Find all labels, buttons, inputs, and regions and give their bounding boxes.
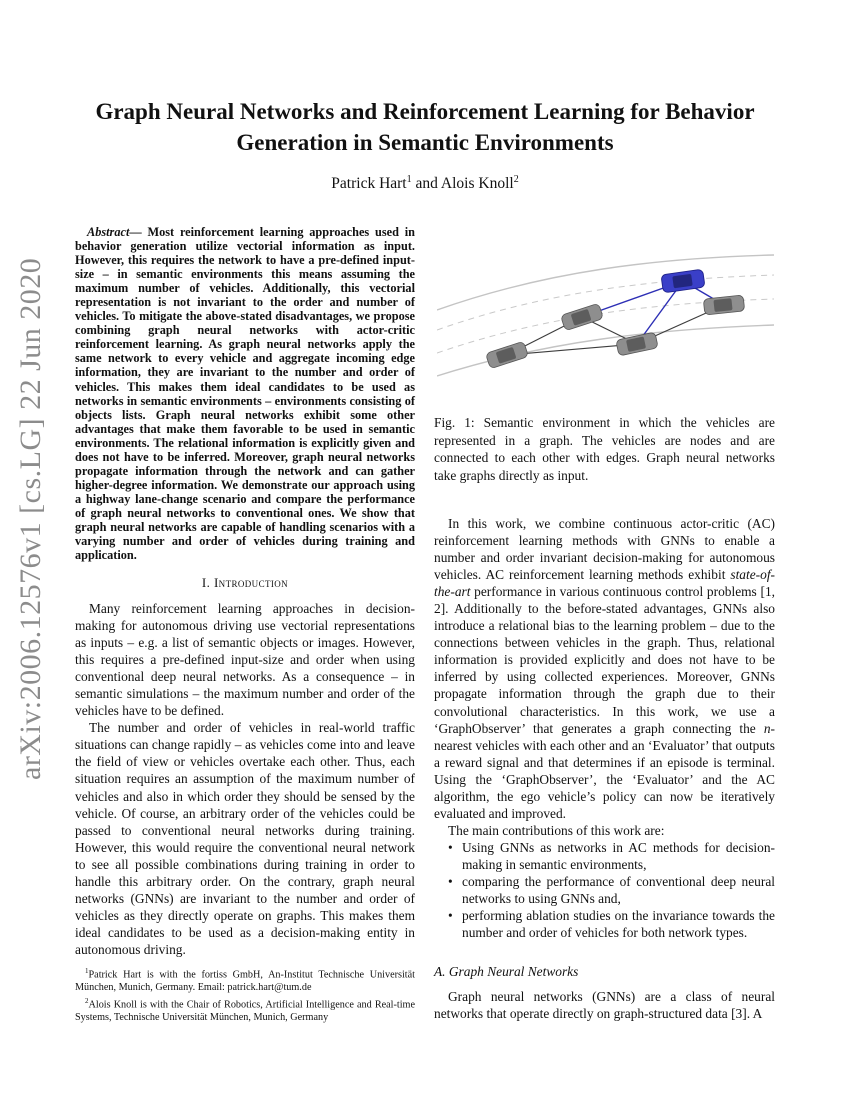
contribution-text: Using GNNs as networks in AC methods for decision-making in semantic environments, (462, 839, 775, 872)
subsection-heading-gnn: A. Graph Neural Networks (434, 964, 579, 979)
paper-title (60, 96, 790, 158)
section-heading-introduction (75, 575, 415, 591)
author-2-affil-mark: 2 (513, 174, 519, 185)
contribution-item (448, 907, 775, 941)
figure-1-graph-illustration (437, 253, 774, 388)
footnote-1 (75, 965, 415, 994)
right-p1-emphasis: state-of-the-art (434, 567, 775, 600)
right-p1-part-a: In this work, we combine continuous actor-critic (AC) reinforcement learning methods with GNNs to enable a number and order invariant decision-making for autonomous vehicles. AC reinforcement learning methods exhibit (434, 516, 775, 583)
contributions-list (434, 839, 775, 941)
vehicle-4 (616, 332, 658, 356)
right-paragraph-1 (434, 515, 775, 822)
title-line-2: Generation in Semantic Environments (236, 130, 614, 155)
footnote-2-mark: 2 (85, 997, 89, 1006)
contribution-item (448, 873, 775, 907)
footnote-1-text: Patrick Hart is with the fortiss GmbH, An-Institut Technische Universität München, Munich, Germany. Email: patrick.hart@tum.de (75, 969, 415, 993)
right-paragraph-2: The main contributions of this work are: (448, 822, 665, 838)
section-number: I. (201, 575, 214, 590)
right-column-body (434, 515, 775, 941)
vehicle-2 (561, 303, 604, 331)
author-1: Patrick Hart (331, 175, 407, 193)
abstract-dash: — (129, 225, 148, 239)
figure-1-caption: Fig. 1: Semantic environment in which the vehicles are represented in a graph. The vehicles are nodes and are connected to each other with edges. Graph neural networks take graphs directly as input. (434, 415, 775, 483)
vehicle-5 (703, 295, 744, 315)
right-column-tail (434, 988, 775, 1022)
right-p1-n-variable: n (763, 720, 771, 736)
arxiv-sidebar-stamp[interactable]: arXiv:2006.12576v1 [cs.LG] 22 Jun 2020 (14, 257, 47, 780)
contribution-item (448, 839, 775, 873)
author-line (0, 174, 850, 193)
footnotes (75, 965, 415, 1026)
lane-boundary-bottom (437, 325, 774, 376)
abstract (75, 225, 415, 562)
gnn-paragraph: Graph neural networks (GNNs) are a class of neural networks that operate directly on graph-structured data [3]. A (434, 989, 775, 1022)
bullet-icon: • (448, 839, 453, 855)
author-2: Alois Knoll (440, 175, 514, 193)
author-joiner: and (411, 175, 441, 193)
bullet-icon: • (448, 908, 453, 924)
section-title: Introduction (213, 575, 289, 590)
contribution-text: performing ablation studies on the invariance towards the number and order of vehicles for both network types. (462, 908, 775, 941)
vehicle-1 (486, 341, 529, 369)
footnote-1-mark: 1 (85, 967, 89, 975)
intro-paragraph-2: The number and order of vehicles in real-world traffic situations can change rapidly – as vehicles come into and leave the field of view or vehicles overtake each other. Thus, each situation requires an assumption of the maximum number of vehicles and also in which order they should be sensed by the vehicle. Of course, an arbitrary order of the vehicles could be passed to conventional neural networks during training. However, this would require the conventional neural network to see all possible combinations during training in order to handle this arbitrary order. On the contrary, graph neural networks (GNNs) are invariant to the number and order of vehicles as they directly operate on graphs. This makes them ideal candidates to be used as a decision-making entity in autonomous driving. (75, 720, 415, 957)
abstract-lead: Abstract (87, 225, 130, 239)
bullet-icon: • (448, 873, 453, 889)
right-p1-part-b: performance in various continuous control problems [1, 2]. Additionally to the before-stated advantages, GNNs also introduce a relational bias to the learning problem – due to the connections between vehicles in the graph. Thus, relational information is provided explicitly and does not have to be inferred by using collected experiences. Moreover, GNNs propagate information through the graph due to their convolutional characteristics. In this work, we use a ‘GraphObserver’ that generates a graph connecting the (434, 584, 775, 736)
author-1-affil-mark: 1 (406, 174, 412, 185)
abstract-text: Most reinforcement learning approaches used in behavior generation utilize vectorial information as input. However, this requires the network to have a pre-defined input-size – in semantic environments this means assuming the maximum number of vehicles. Additionally, this vectorial representation is not invariant to the order and number of vehicles. To mitigate the above-stated disadvantages, we propose combining graph neural networks with actor-critic reinforcement learning. As graph neural networks apply the same network to every vehicle and aggregate incoming edge information, they are invariant to the number and order of vehicles. This makes them ideal candidates to be used as networks in semantic environments – environments consisting of objects lists. Graph neural networks exhibit some other advantages that make them favorable to be used in semantic environments. The relational information is explicitly given and does not have to be inferred. Moreover, graph neural networks propagate information through the network and can gather higher-degree information. We demonstrate our approach using a highway lane-change scenario and compare the performance of graph neural networks to conventional ones. We show that graph neural networks are capable of handling scenarios with a varying number and order of vehicles during training and application. (75, 225, 415, 563)
contribution-text: comparing the performance of conventional deep neural networks to using GNNs and, (462, 873, 775, 907)
right-p1-part-c: -nearest vehicles with each other and an ‘Evaluator’ that outputs a reward signal and that determines if an episode is terminal. Using the ‘GraphObserver’, the ‘Evaluator’ and the AC algorithm, the ego vehicle’s policy can now be iteratively evaluated and improved. (434, 720, 775, 821)
footnote-2 (75, 995, 415, 1024)
footnote-2-text: Alois Knoll is with the Chair of Robotics, Artificial Intelligence and Real-time Systems, Technische Universität München, Munich, Germany (75, 999, 415, 1024)
title-line-1: Graph Neural Networks and Reinforcement Learning for Behavior (95, 99, 755, 124)
intro-paragraph-1: Many reinforcement learning approaches in decision-making for autonomous driving use vectorial representations as inputs – e.g. a list of semantic objects or images. However, this requires a pre-defined input-size and order when using conventional deep neural networks. As a consequence – in semantic simulations – the maximum number and order of the vehicles have to be defined. (75, 601, 415, 719)
introduction-body (75, 600, 415, 958)
